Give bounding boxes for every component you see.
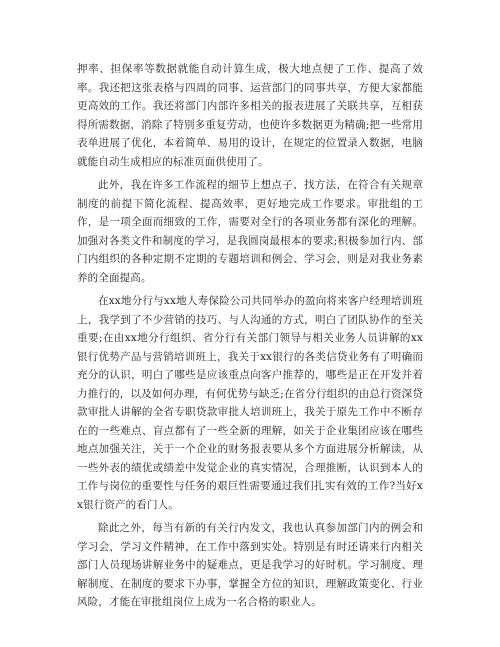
- paragraph-2: 此外，我在许多工作流程的细节上想点子、找方法，在符合有关规章制度的前提下简化流程、提高效率，更好地完成工作要求。审批组的工作，是一项全面而细致的工作，需要对全行的各项业务都有深化的理解。加强对各类文件和制度的学习，是我圆岗最根本的要求;积极参加行内、部门内组织的各种定期不定期的专题培训和例会、学习会，则是对我业务素养的全面提高。: [77, 179, 423, 284]
- paragraph-4: 除此之外，每当有新的有关行内发文，我也认真参加部门内的例会和学习会，学习文件精神，在工作中落到实处。特别是有时还请来行内相关部门人员现场讲解业务中的疑难点，更是我学习的好时机。学习制度、理解制度、在制度的要求下办事，掌握全方位的知识，理解政策变化、行业风险，才能在审批组岗位上成为一名合格的职业人。: [77, 522, 423, 608]
- document-body: [77, 60, 423, 617]
- paragraph-3: 在xx地分行与xx地人寿保险公司共同举办的盈向将来客户经理培训班上，我学到了不少营销的技巧、与人沟通的方式，明白了团队协作的至关重要;在由xx地分行组织、省分行有关部门领导与相关业务人员讲解的xx银行优势产品与营销培训班上，我关于xx银行的各类信贷业务有了明确而充分的认识，明白了哪些是应该重点向客户推荐的，哪些是正在开发并着力推行的，以及如何办理，有何优势与缺乏;在省分行组织的由总行资深贷款审批人讲解的全省专职贷款审批人培训班上，我关于原先工作中不断存在的一些难点、盲点都有了一些全新的理解，如关于企业集团应该在哪些地点加强关注，关于一个企业的财务报表要从多个方面进展分析解读，从一些外表的绩优或绩差中发觉企业的真实情况，合理推断，认识到本人的工作与岗位的重要性与任务的艰巨性需要通过我们扎实有效的工作?当好xx银行资产的看门人。: [77, 295, 423, 511]
- paragraph-1: 押率、担保率等数据就能自动计算生成，极大地点便了工作、提高了效率。我还把这张表格与四周的同事、运营部门的同事共享，方便大家都能更高效的工作。我还将部门内部许多相关的报表进展了关联共享，互相获得所需数据，消除了特别多重复劳动，也使许多数据更为精确;把一些常用表单进展了优化，本着简单、易用的设计，在规定的位置录入数据，电脑就能自动生成相应的标准页面供使用了。: [77, 63, 423, 168]
